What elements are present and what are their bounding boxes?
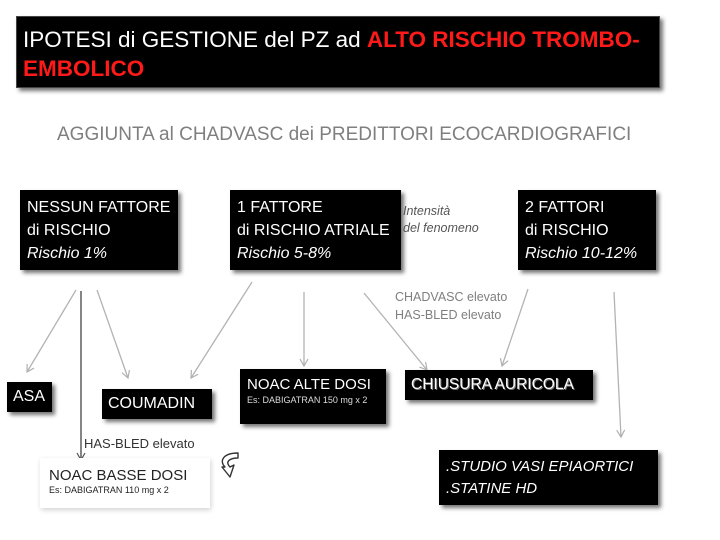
intensity-line1: Intensità (403, 204, 451, 218)
factor-line1: 2 FATTORI (525, 199, 605, 216)
chadvasc-line2: HAS-BLED elevato (395, 308, 502, 322)
option-chiusura-auricola (405, 370, 593, 400)
title-box (16, 16, 660, 88)
chadvasc-note (395, 288, 507, 324)
option-coumadin (102, 389, 212, 419)
factor-risk: Rischio 10-12% (525, 245, 638, 262)
noac-alte-label: NOAC ALTE DOSI (247, 376, 371, 393)
arrow-2fattori-to-studio (614, 292, 621, 437)
factor-risk: Rischio 5-8% (237, 245, 332, 262)
factor-line2: di RISCHIO (27, 222, 111, 239)
factor-line2: di RISCHIO ATRIALE (237, 222, 390, 239)
noac-basse-label: NOAC BASSE DOSI (49, 467, 188, 484)
noac-alte-sub: Es: DABIGATRAN 150 mg x 2 (247, 395, 368, 405)
factor-line2: di RISCHIO (525, 222, 609, 239)
intensity-note (403, 203, 479, 237)
factor-line1: 1 FATTORE (237, 199, 323, 216)
option-noac-alte-dosi (240, 369, 386, 424)
option-chiusura-label: CHIUSURA AURICOLA (411, 376, 574, 393)
curved-arrow-icon (216, 450, 244, 480)
factor-box-1-fattore (230, 190, 401, 270)
factor-box-nessun (20, 190, 178, 270)
factor-box-2-fattori (518, 190, 656, 270)
statine-label: .STATINE HD (446, 480, 538, 497)
hasbled-label: HAS-BLED elevato (84, 436, 195, 451)
subtitle: AGGIUNTA al CHADVASC dei PREDITTORI ECOCARDIOGRAFICI (57, 124, 632, 145)
intensity-line2: del fenomeno (403, 221, 479, 235)
option-coumadin-label: COUMADIN (108, 395, 196, 412)
studio-vasi-label: .STUDIO VASI EPIAORTICI (446, 458, 634, 475)
option-asa (7, 382, 52, 412)
title-text: IPOTESI di GESTIONE del PZ ad (23, 27, 367, 52)
option-noac-basse-dosi (40, 458, 210, 508)
arrow-nessun-to-coumadin (97, 290, 128, 378)
noac-basse-sub: Es: DABIGATRAN 110 mg x 2 (49, 485, 169, 495)
option-asa-label: ASA (13, 388, 46, 405)
option-studio-statine (439, 450, 658, 505)
arrow-1fattore-to-coumadin (191, 282, 252, 378)
factor-risk: Rischio 1% (27, 245, 108, 262)
arrow-nessun-to-asa (27, 290, 76, 372)
chadvasc-line1: CHADVASC elevato (395, 290, 508, 304)
title-highlight: ALTO RISCHIO TROMBO-EMBOLICO (23, 27, 640, 81)
factor-line1: NESSUN FATTORE (27, 199, 171, 216)
